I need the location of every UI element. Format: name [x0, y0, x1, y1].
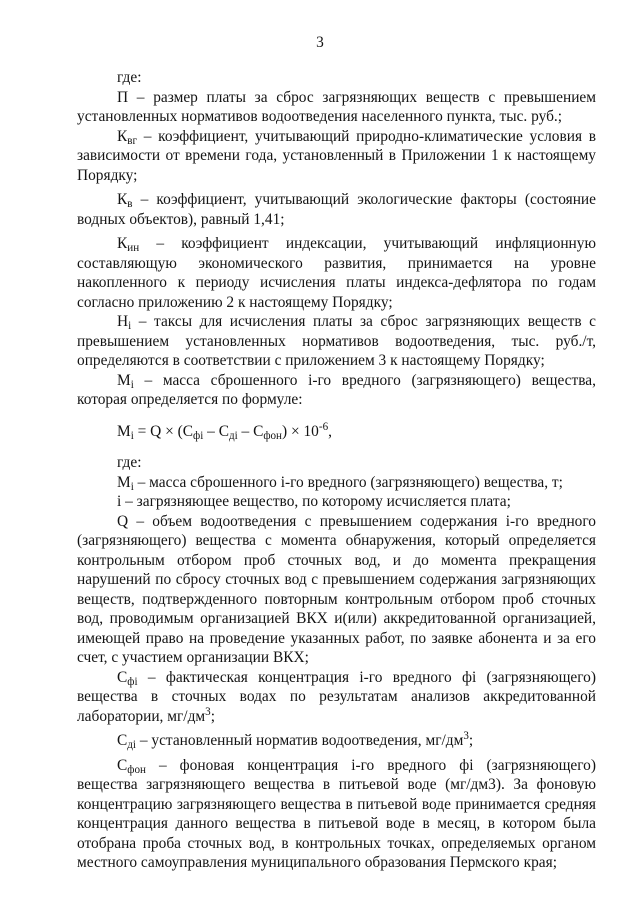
definition-q: Q – объем водоотведения с превышением содержания i-го вредного (загрязняющего) вещества с момента обнаружения, который определяется контрольным отбором проб сточных вод, и до момента прекращения нарушений по сбросу сточных вод с превышением содержания загрязняющих веществ, подтвержденного повторным контрольным отбором проб сточных вод, проводимым организацией ВКХ и(или) аккредитованной организацией, имеющей право на проведение указанных работ, по заявке абонента и за его счет, с участием организации ВКХ; [77, 512, 596, 666]
definition-mi: $М_i$ – масса сброшенного i-го вредного (загрязняющего) вещества, которая определяется по формуле: [77, 371, 596, 408]
document-body [77, 68, 596, 873]
definition-kvg: $К_{вг}$ – коэффициент, учитывающий природно-климатические условия в зависимости от времени года, установленный в Приложении 1 к настоящему Порядку; [77, 127, 596, 184]
where-label-2: где: [117, 454, 142, 471]
definition-mi-2: $М_i$ – масса сброшенного i-го вредного (загрязняющего) вещества, т; [117, 473, 563, 493]
definition-i: i – загрязняющее вещество, по которому исчисляется плата; [117, 493, 511, 510]
definition-cdi: $С_{дi}$ – установленный норматив водоотведения, $мг/дм^3$; [117, 729, 474, 751]
mass-formula: $М_i = Q \times (C_{фi} - C_{дi} - C_{фон}) \times 10^{-6}$, [117, 420, 332, 442]
definition-ni: $Н_i$ – таксы для исчисления платы за сброс загрязняющих веществ с превышением установленных нормативов водоотведения, тыс. руб./т, определяются в соответствии с приложением 3 к настоящему Порядку; [77, 313, 596, 369]
definition-kv: $К_в$ – коэффициент, учитывающий экологические факторы (состояние водных объектов), равный 1,41; [77, 191, 596, 228]
page-number: 3 [316, 34, 324, 51]
where-label: где: [117, 69, 142, 86]
definition-kin: $К_{ин}$ – коэффициент индексации, учитывающий инфляционную составляющую экономического развития, принимается на уровне накопленного к периоду исчисления платы индекса-дефлятора по годам согласно приложению 2 к настоящему Порядку; [77, 235, 596, 311]
definition-cfi: $С_{фi}$ – фактическая концентрация i-го вредного фi (загрязняющего) вещества в сточных водах по результатам анализов аккредитованной лаборатории, $мг/дм^3$; [77, 668, 596, 725]
definition-p: П – размер платы за сброс загрязняющих веществ с превышением установленных нормативов водоотведения населенного пункта, тыс. руб.; [77, 88, 596, 125]
definition-cfon: $С_{фон}$ – фоновая концентрация i-го вредного фi (загрязняющего) вещества загрязняющего вещества в питьевой воде (мг/дм3). За фоновую концентрацию загрязняющего вещества в питьевой воде принимается средняя концентрация данного вещества в питьевой воде в месяц, в котором была отобрана проба сточных вод, в контрольных точках, определяемых органом местного самоуправления муниципального образования Пермского края; [77, 756, 596, 871]
